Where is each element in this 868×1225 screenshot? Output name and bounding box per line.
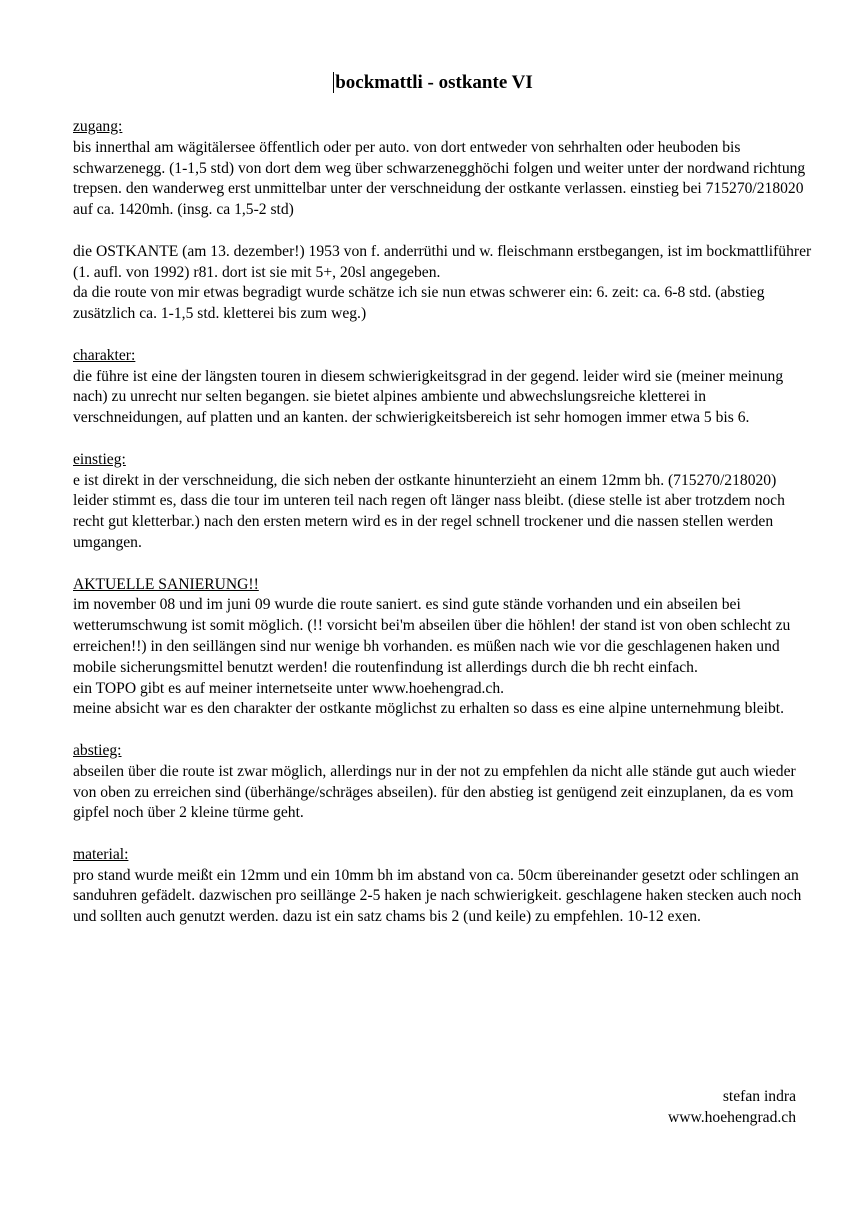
section-heading: zugang: bbox=[73, 118, 123, 135]
section-paragraph: die OSTKANTE (am 13. dezember!) 1953 von f. anderrüthi und w. fleischmann erstbegangen, ist im bockmattliführer (1. aufl. von 1992) r81. dort ist sie mit 5+, 20sl angegeben. bbox=[73, 242, 812, 281]
section-0 bbox=[73, 117, 813, 221]
section-heading: AKTUELLE SANIERUNG!! bbox=[73, 575, 259, 593]
section-paragraph: ein TOPO gibt es auf meiner internetseite unter www.hoehengrad.ch. bbox=[73, 679, 505, 697]
signature-website: www.hoehengrad.ch bbox=[667, 1108, 796, 1126]
document-title-text: bockmattli - ostkante VI bbox=[335, 72, 533, 93]
section-heading: material: bbox=[73, 845, 129, 863]
section-paragraph: bis innerthal am wägitälersee öffentlich oder per auto. von dort entweder von sehrhalten oder heuboden bis schwarzenegg. (1-1,5 std) von dort dem weg über schwarzenegghöchi folgen und weiter unter der nordwand richtung trepsen. den wanderweg erst unmittelbar unter der verschneidung der ostkante verlassen. einstieg bei 715270/218020 auf ca. 1420mh. (insg. ca 1,5-2 std) bbox=[73, 138, 806, 219]
section-paragraph: pro stand wurde meißt ein 12mm und ein 10mm bh im abstand von ca. 50cm übereinander gesetzt oder schlingen an sanduhren gefädelt. dazwischen pro seillänge 2-5 haken je nach schwierigkeit. geschlagene haken stecken auch noch und sollten auch genutzt werden. dazu ist ein satz chams bis 2 (und keile) zu empfehlen. 10-12 exen. bbox=[73, 866, 802, 926]
section-paragraph: leider stimmt es, dass die tour im unteren teil nach regen oft länger nass bleibt. (diese stelle ist aber trotzdem noch recht gut kletterbar.) nach den ersten metern wird es in der regel schnell trockener und die nassen stellen werden umgangen. bbox=[73, 492, 785, 551]
section-2 bbox=[73, 346, 813, 429]
text-cursor bbox=[333, 72, 334, 93]
section-heading: charakter: bbox=[73, 346, 136, 364]
section-3 bbox=[73, 450, 813, 554]
section-5 bbox=[73, 741, 813, 824]
section-paragraph: da die route von mir etwas begradigt wurde schätze ich sie nun etwas schwerer ein: 6. zeit: ca. 6-8 std. (abstieg zusätzlich ca. 1-1,5 std. kletterei bis zum weg.) bbox=[73, 284, 765, 323]
section-6 bbox=[73, 845, 813, 928]
section-heading: abstieg: bbox=[73, 741, 122, 759]
title-container bbox=[0, 71, 868, 95]
document-title[interactable] bbox=[335, 71, 533, 95]
signature-name: stefan indra bbox=[722, 1088, 796, 1105]
section-paragraph: meine absicht war es den charakter der ostkante möglichst zu erhalten so dass es eine alpine unternehmung bleibt. bbox=[73, 700, 785, 718]
section-1 bbox=[73, 242, 813, 325]
section-paragraph: die führe ist eine der längsten touren in diesem schwierigkeitsgrad in der gegend. leider wird sie (meiner meinung nach) zu unrecht nur selten begangen. sie bietet alpines ambiente und abwechslungsreiche kletterei in verschneidungen, auf platten und an kanten. der schwierigkeitsbereich ist sehr homogen immer etwa 5 bis 6. bbox=[73, 367, 784, 427]
document-body[interactable] bbox=[73, 117, 813, 949]
section-4 bbox=[73, 575, 813, 721]
section-paragraph: e ist direkt in der verschneidung, die sich neben der ostkante hinunterzieht an einem 12mm bh. (715270/218020) bbox=[73, 471, 777, 489]
section-heading: einstieg: bbox=[73, 450, 126, 468]
signature-block bbox=[668, 1087, 796, 1129]
section-paragraph: im november 08 und im juni 09 wurde die route saniert. es sind gute stände vorhanden und ein abseilen bei wetterumschwung ist somit möglich. (!! vorsicht bei'm abseilen über die höhlen! der stand ist von oben schlecht zu erreichen!!) in den seillängen sind nur wenige bh vorhanden. es müßen nach wie vor die geschlagenen haken und mobile sicherungsmittel benutzt werden! die routenfindung ist allerdings durch die bh recht einfach. bbox=[73, 596, 791, 676]
section-paragraph: abseilen über die route ist zwar möglich, allerdings nur in der not zu empfehlen da nicht alle stände gut auch wieder von oben zu erreichen sind (überhänge/schräges abseilen). für den abstieg ist genügend zeit einzuplanen, da es vom gipfel noch über 2 kleine türme geht. bbox=[73, 762, 796, 822]
